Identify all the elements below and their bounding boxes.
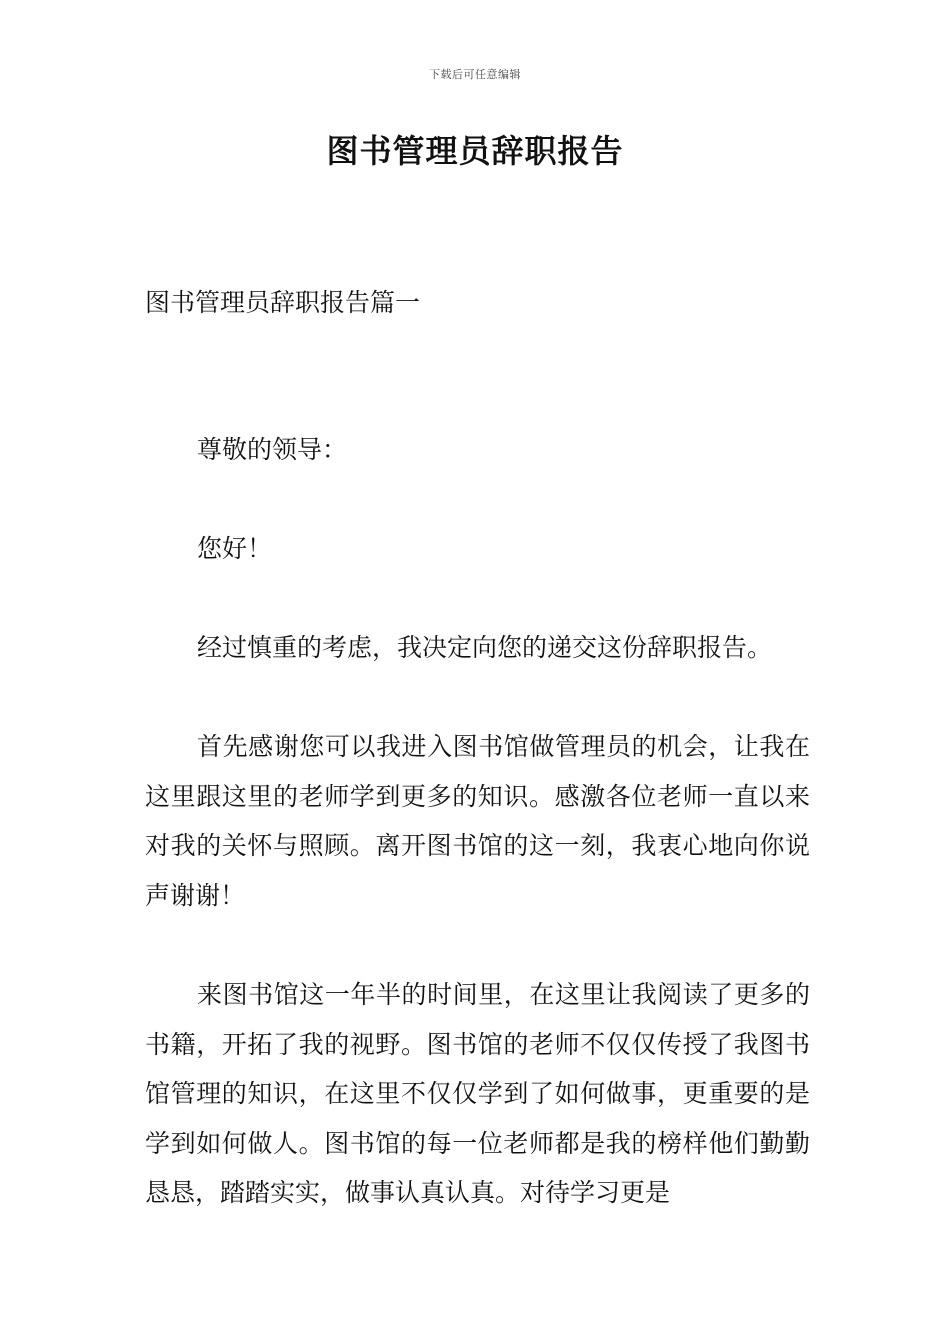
paragraph-2: 首先感谢您可以我进入图书馆做管理员的机会，让我在这里跟这里的老师学到更多的知识。感激各位老师一直以来对我的关怀与照顾。离开图书馆的这一刻，我衷心地向你说声谢谢！ bbox=[145, 732, 810, 910]
document-title: 图书管理员辞职报告 bbox=[326, 132, 624, 170]
greeting: 您好！ bbox=[197, 534, 273, 563]
section-heading: 图书管理员辞职报告篇一 bbox=[145, 288, 421, 317]
salutation: 尊敬的领导： bbox=[197, 435, 348, 464]
paragraph-1: 经过慎重的考虑，我决定向您的递交这份辞职报告。 bbox=[197, 633, 773, 662]
header-note: 下载后可任意编辑 bbox=[429, 68, 521, 81]
paragraph-3: 来图书馆这一年半的时间里，在这里让我阅读了更多的书籍，开拓了我的视野。图书馆的老师不仅仅传授了我图书馆管理的知识，在这里不仅仅学到了如何做事，更重要的是学到如何做人。图书馆的每一位老师都是我的榜样他们勤勤恳恳，踏踏实实，做事认真认真。对待学习更是 bbox=[145, 980, 810, 1207]
